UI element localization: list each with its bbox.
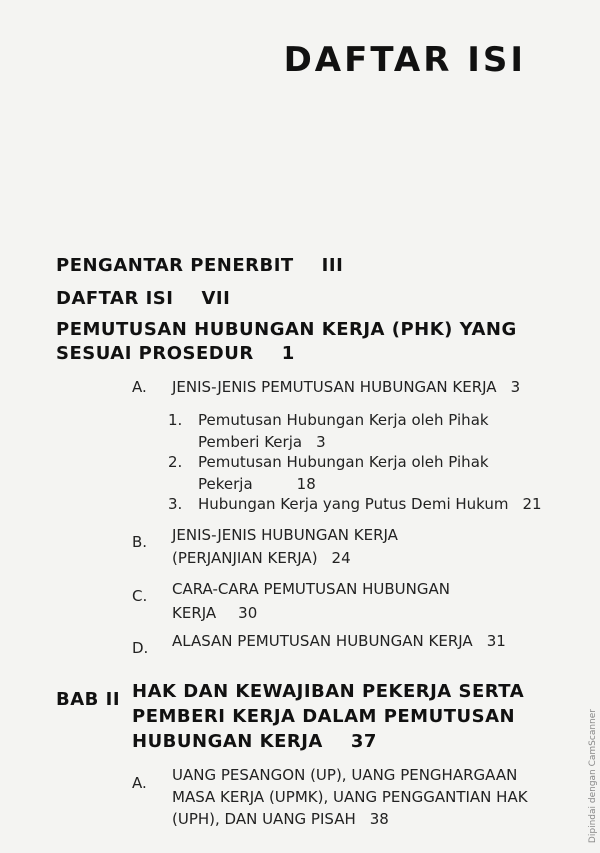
- chapter2-title-line3: [132, 730, 377, 754]
- subsection-page: 21: [522, 495, 542, 513]
- entry-label: PENGANTAR PENERBIT: [56, 255, 294, 276]
- section-title-text: JENIS-JENIS PEMUTUSAN HUBUNGAN KERJA: [172, 378, 497, 396]
- ch2-section-a-line2: MASA KERJA (UPMK), UANG PENGGANTIAN HAK: [172, 788, 528, 806]
- section-c-line1: CARA-CARA PEMUTUSAN HUBUNGAN: [172, 580, 450, 598]
- section-page: 24: [331, 549, 351, 567]
- subsection-1-line1: Pemutusan Hubungan Kerja oleh Pihak: [198, 411, 489, 429]
- section-b-line1: JENIS-JENIS HUBUNGAN KERJA: [172, 526, 398, 544]
- section-d-title: [172, 630, 506, 652]
- ch2-section-a-line1: UANG PESANGON (UP), UANG PENGHARGAAN: [172, 766, 518, 784]
- ch2-section-a-line3: [172, 808, 389, 830]
- chapter2-title-text: HUBUNGAN KERJA: [132, 731, 323, 752]
- section-marker: A.: [132, 378, 147, 396]
- chapter2-title-line2: PEMBERI KERJA DALAM PEMUTUSAN: [132, 706, 516, 727]
- chapter1-title-line1: PEMUTUSAN HUBUNGAN KERJA (PHK) YANG: [56, 319, 517, 340]
- chapter1-page: 1: [281, 343, 295, 364]
- section-b-line2: [172, 547, 351, 569]
- subsection-text: Pekerja: [198, 475, 253, 493]
- subsection-page: 18: [296, 475, 316, 493]
- section-a-title: [172, 376, 520, 398]
- subsection-2-line1: Pemutusan Hubungan Kerja oleh Pihak: [198, 453, 489, 471]
- section-page: 31: [486, 632, 506, 650]
- subsection-marker: 3.: [168, 495, 183, 513]
- section-title-text: KERJA: [172, 604, 217, 622]
- section-marker: B.: [132, 533, 148, 551]
- subsection-3: [198, 493, 542, 515]
- subsection-page: 3: [316, 433, 326, 451]
- toc-entry-daftar-isi: [56, 287, 230, 311]
- chapter2-label: BAB II: [56, 689, 121, 710]
- subsection-text: Hubungan Kerja yang Putus Demi Hukum: [198, 495, 509, 513]
- chapter2-title-line1: HAK DAN KEWAJIBAN PEKERJA SERTA: [132, 681, 525, 702]
- scanner-watermark: Dipindai dengan CamScanner: [588, 708, 598, 843]
- chapter1-title-line2: [56, 342, 295, 366]
- toc-entry-pengantar: [56, 254, 343, 278]
- section-c-line2: [172, 602, 257, 624]
- subsection-marker: 1.: [168, 411, 183, 429]
- chapter2-page: 37: [350, 731, 377, 752]
- page-title: DAFTAR ISI: [283, 40, 526, 80]
- section-page: 30: [238, 604, 258, 622]
- section-title-text: ALASAN PEMUTUSAN HUBUNGAN KERJA: [172, 632, 473, 650]
- entry-page: III: [321, 255, 344, 276]
- subsection-2-line2: [198, 473, 316, 495]
- section-marker: D.: [132, 639, 149, 657]
- section-page: 38: [369, 810, 389, 828]
- section-marker: A.: [132, 774, 147, 792]
- subsection-text: Pemberi Kerja: [198, 433, 303, 451]
- entry-label: DAFTAR ISI: [56, 288, 174, 309]
- subsection-marker: 2.: [168, 453, 183, 471]
- subsection-1-line2: [198, 431, 326, 453]
- entry-page: VII: [201, 288, 231, 309]
- section-page: 3: [510, 378, 521, 396]
- section-title-text: (PERJANJIAN KERJA): [172, 549, 318, 567]
- section-title-text: (UPH), DAN UANG PISAH: [172, 810, 356, 828]
- chapter1-title-text: SESUAI PROSEDUR: [56, 343, 254, 364]
- section-marker: C.: [132, 587, 148, 605]
